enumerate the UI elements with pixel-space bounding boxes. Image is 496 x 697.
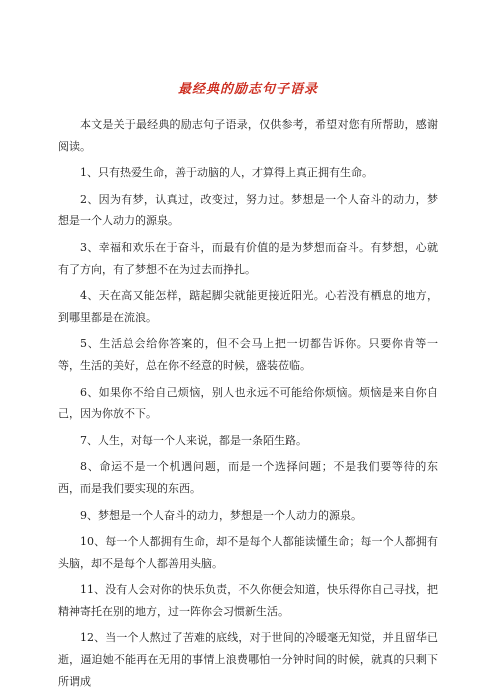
quote-item-5: 5、生活总会给你答案的，但不会马上把一切都告诉你。只要你肯等一等，生活的美好，总在你不经意的时候，盛装莅临。 bbox=[58, 337, 438, 372]
document-body bbox=[58, 114, 438, 697]
document-title: 最经典的励志句子语录 bbox=[177, 82, 318, 97]
quote-item-2: 2、因为有梦，认真过，改变过，努力过。梦想是一个人奋斗的动力，梦想是一个人动力的源泉。 bbox=[58, 192, 438, 228]
quote-item-12: 12、当一个人熬过了苦难的底线，对于世间的冷暖毫无知觉，并且留华已逝，逼迫她不能再在无用的事情上浪费哪怕一分钟时间的时候，就真的只剩下所谓成 bbox=[58, 631, 438, 688]
quote-item-3: 3、幸福和欢乐在于奋斗，而最有价值的是为梦想而奋斗。有梦想，心就有了方向，有了梦想不在为过去而挣扎。 bbox=[58, 240, 438, 276]
quote-item-8: 8、命运不是一个机遇问题，而是一个选择问题；不是我们要等待的东西，而是我们要实现的东西。 bbox=[58, 460, 438, 495]
quote-item-6: 6、如果你不给自己烦恼，别人也永远不可能给你烦恼。烦恼是来自你自己，因为你放不下。 bbox=[58, 385, 438, 421]
quote-item-9: 9、梦想是一个人奋斗的动力，梦想是一个人动力的源泉。 bbox=[80, 508, 362, 522]
quote-item-11: 11、没有人会对你的快乐负责，不久你便会知道，快乐得你自己寻找，把精神寄托在别的地方，过一阵你会习惯新生活。 bbox=[58, 583, 438, 618]
quote-item-7: 7、人生，对每一个人来说，都是一条陌生路。 bbox=[80, 433, 307, 447]
quote-item-4: 4、天在高又能怎样，踮起脚尖就能更接近阳光。心若没有栖息的地方，到哪里都是在流浪。 bbox=[58, 289, 438, 324]
quote-item-1: 1、只有热爱生命，善于动脑的人，才算得上真正拥有生命。 bbox=[80, 166, 373, 180]
intro-paragraph: 本文是关于最经典的励志句子语录，仅供参考，希望对您有所帮助，感谢阅读。 bbox=[58, 118, 438, 153]
quote-item-10: 10、每一个人都拥有生命，却不是每个人都能读懂生命；每一个人都拥有头脑，却不是每个人都善用头脑。 bbox=[58, 535, 438, 570]
